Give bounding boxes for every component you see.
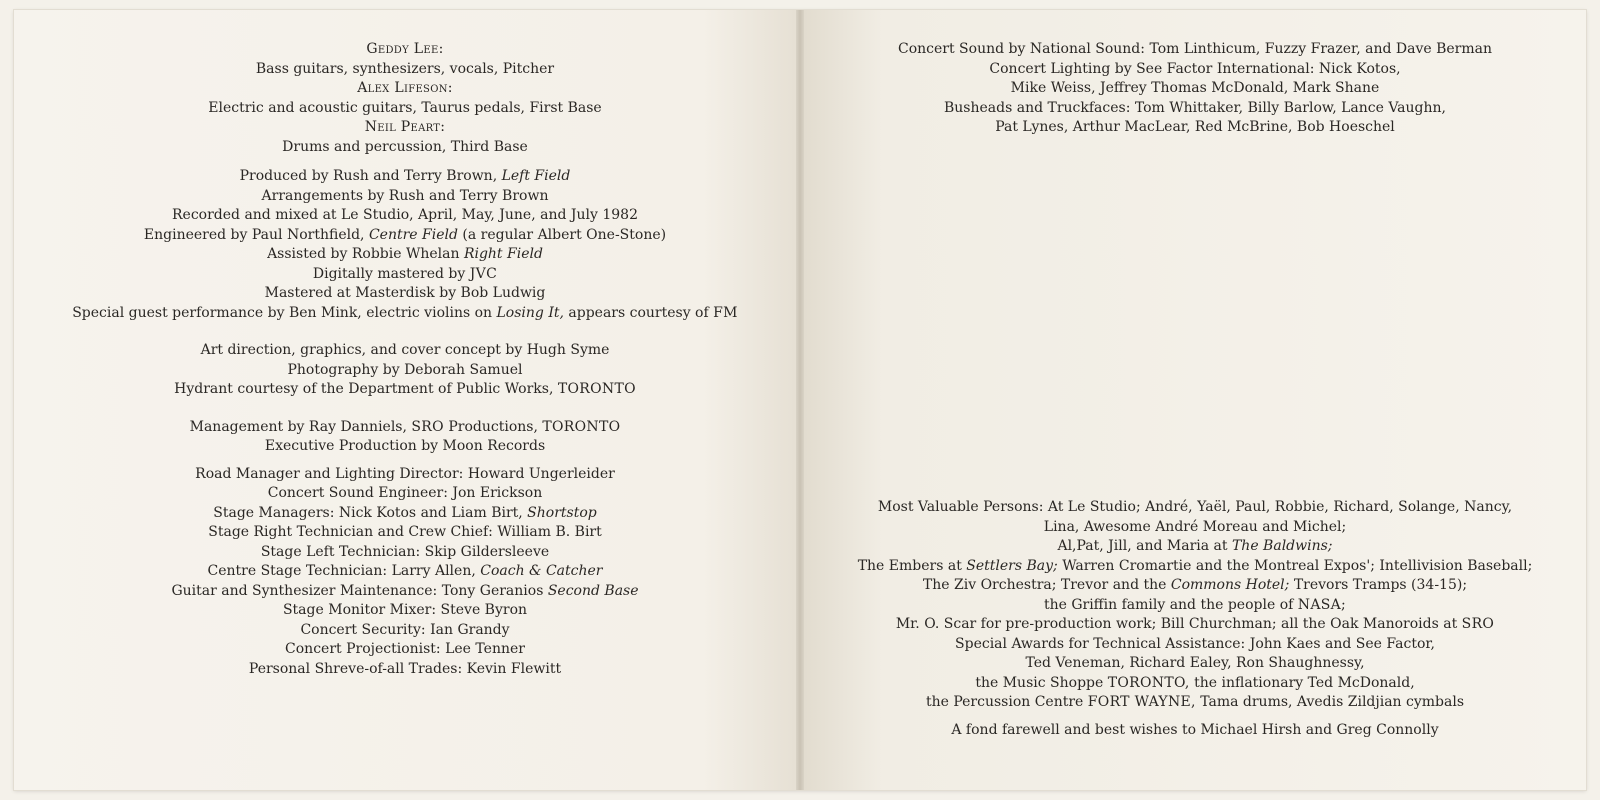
thanks-line: Lina, Awesome André Moreau and Michel; <box>1043 518 1347 535</box>
crew-credit: Centre Stage Technician: Larry Allen, Coach & Catcher <box>207 563 603 579</box>
thanks-line: Al,Pat, Jill, and Maria at The Baldwins; <box>1057 538 1333 554</box>
crew-credit: Busheads and Truckfaces: Tom Whittaker, Billy Barlow, Lance Vaughn, <box>943 99 1446 116</box>
hydrant-credit: Hydrant courtesy of the Department of Public Works, TORONTO <box>174 381 636 397</box>
band-and-production-credits <box>14 40 796 679</box>
engineer-credit: Engineered by Paul Northfield, Centre Field (a regular Albert One-Stone) <box>143 226 667 243</box>
thanks-line: the Griffin family and the people of NASA; <box>1043 596 1347 613</box>
thanks-line: Most Valuable Persons: At Le Studio; André, Yaël, Paul, Robbie, Richard, Solange, Nancy, <box>877 499 1513 515</box>
crew-credit: Concert Sound by National Sound: Tom Linthicum, Fuzzy Frazer, and Dave Berman <box>898 41 1492 57</box>
thanks-section <box>804 498 1586 740</box>
awards-line: the Percussion Centre FORT WAYNE, Tama drums, Avedis Zildjian cymbals <box>925 694 1465 710</box>
assistant-credit: Assisted by Robbie Whelan Right Field <box>267 246 543 262</box>
crew-credit: Road Manager and Lighting Director: Howard Ungerleider <box>195 465 615 482</box>
thanks-line: The Ziv Orchestra; Trevor and the Commons Hotel; Trevors Tramps (34-15); <box>922 577 1468 593</box>
crew-credit: Mike Weiss, Jeffrey Thomas McDonald, Mark Shane <box>1010 80 1380 96</box>
left-page <box>14 10 796 790</box>
crew-credit: Pat Lynes, Arthur MacLear, Red McBrine, Bob Hoeschel <box>995 119 1395 135</box>
recording-credit: Recorded and mixed at Le Studio, April, May, June, and July 1982 <box>172 207 638 223</box>
band-member-name: Geddy Lee: <box>366 41 444 57</box>
art-direction-credit: Art direction, graphics, and cover concept by Hugh Syme <box>200 342 610 358</box>
farewell-line: A fond farewell and best wishes to Michael Hirsh and Greg Connolly <box>951 721 1439 738</box>
awards-line: Special Awards for Technical Assistance: John Kaes and See Factor, <box>955 635 1435 652</box>
crew-credit: Concert Lighting by See Factor International: Nick Kotos, <box>989 60 1401 77</box>
touring-crew-credits <box>804 40 1586 138</box>
crew-credit: Concert Projectionist: Lee Tenner <box>285 641 525 657</box>
crew-credit: Personal Shreve-of-all Trades: Kevin Flewitt <box>248 660 562 677</box>
executive-production-credit: Executive Production by Moon Records <box>264 438 546 454</box>
crew-credit: Stage Managers: Nick Kotos and Liam Birt, Shortstop <box>213 504 597 521</box>
crew-credit: Concert Sound Engineer: Jon Erickson <box>267 485 543 501</box>
producer-credit: Produced by Rush and Terry Brown, Left Field <box>239 168 571 184</box>
mastering-credit: Mastered at Masterdisk by Bob Ludwig <box>264 285 546 301</box>
crew-credit: Stage Monitor Mixer: Steve Byron <box>282 602 528 618</box>
band-member-name: Neil Peart: <box>364 119 446 135</box>
thanks-line: Mr. O. Scar for pre-production work; Bill Churchman; all the Oak Manoroids at SRO <box>895 616 1495 632</box>
crew-credit: Concert Security: Ian Grandy <box>300 621 510 638</box>
crew-credit: Guitar and Synthesizer Maintenance: Tony Geranios Second Base <box>171 582 639 599</box>
booklet-spread <box>14 10 1586 790</box>
arrangement-credit: Arrangements by Rush and Terry Brown <box>261 187 549 204</box>
digital-mastering-credit: Digitally mastered by JVC <box>312 265 498 282</box>
band-member-role: Drums and percussion, Third Base <box>282 138 528 155</box>
crew-credit: Stage Left Technician: Skip Gildersleeve <box>260 543 550 560</box>
booklet-gutter <box>796 10 804 790</box>
band-member-role: Electric and acoustic guitars, Taurus pedals, First Base <box>208 99 602 116</box>
guest-performer-credit: Special guest performance by Ben Mink, electric violins on Losing It, appears courtesy of FM <box>72 304 738 321</box>
awards-line: Ted Veneman, Richard Ealey, Ron Shaughnessy, <box>1025 655 1365 671</box>
thanks-line: The Embers at Settlers Bay; Warren Cromartie and the Montreal Expos'; Intellivision Baseball; <box>857 557 1533 574</box>
crew-credit: Stage Right Technician and Crew Chief: William B. Birt <box>208 524 602 540</box>
band-member-role: Bass guitars, synthesizers, vocals, Pitcher <box>255 60 555 77</box>
photography-credit: Photography by Deborah Samuel <box>287 361 523 378</box>
awards-line: the Music Shoppe TORONTO, the inflationary Ted McDonald, <box>975 674 1415 691</box>
management-credit: Management by Ray Danniels, SRO Productions, TORONTO <box>189 418 621 435</box>
right-page <box>804 10 1586 790</box>
band-member-name: Alex Lifeson: <box>357 80 453 96</box>
